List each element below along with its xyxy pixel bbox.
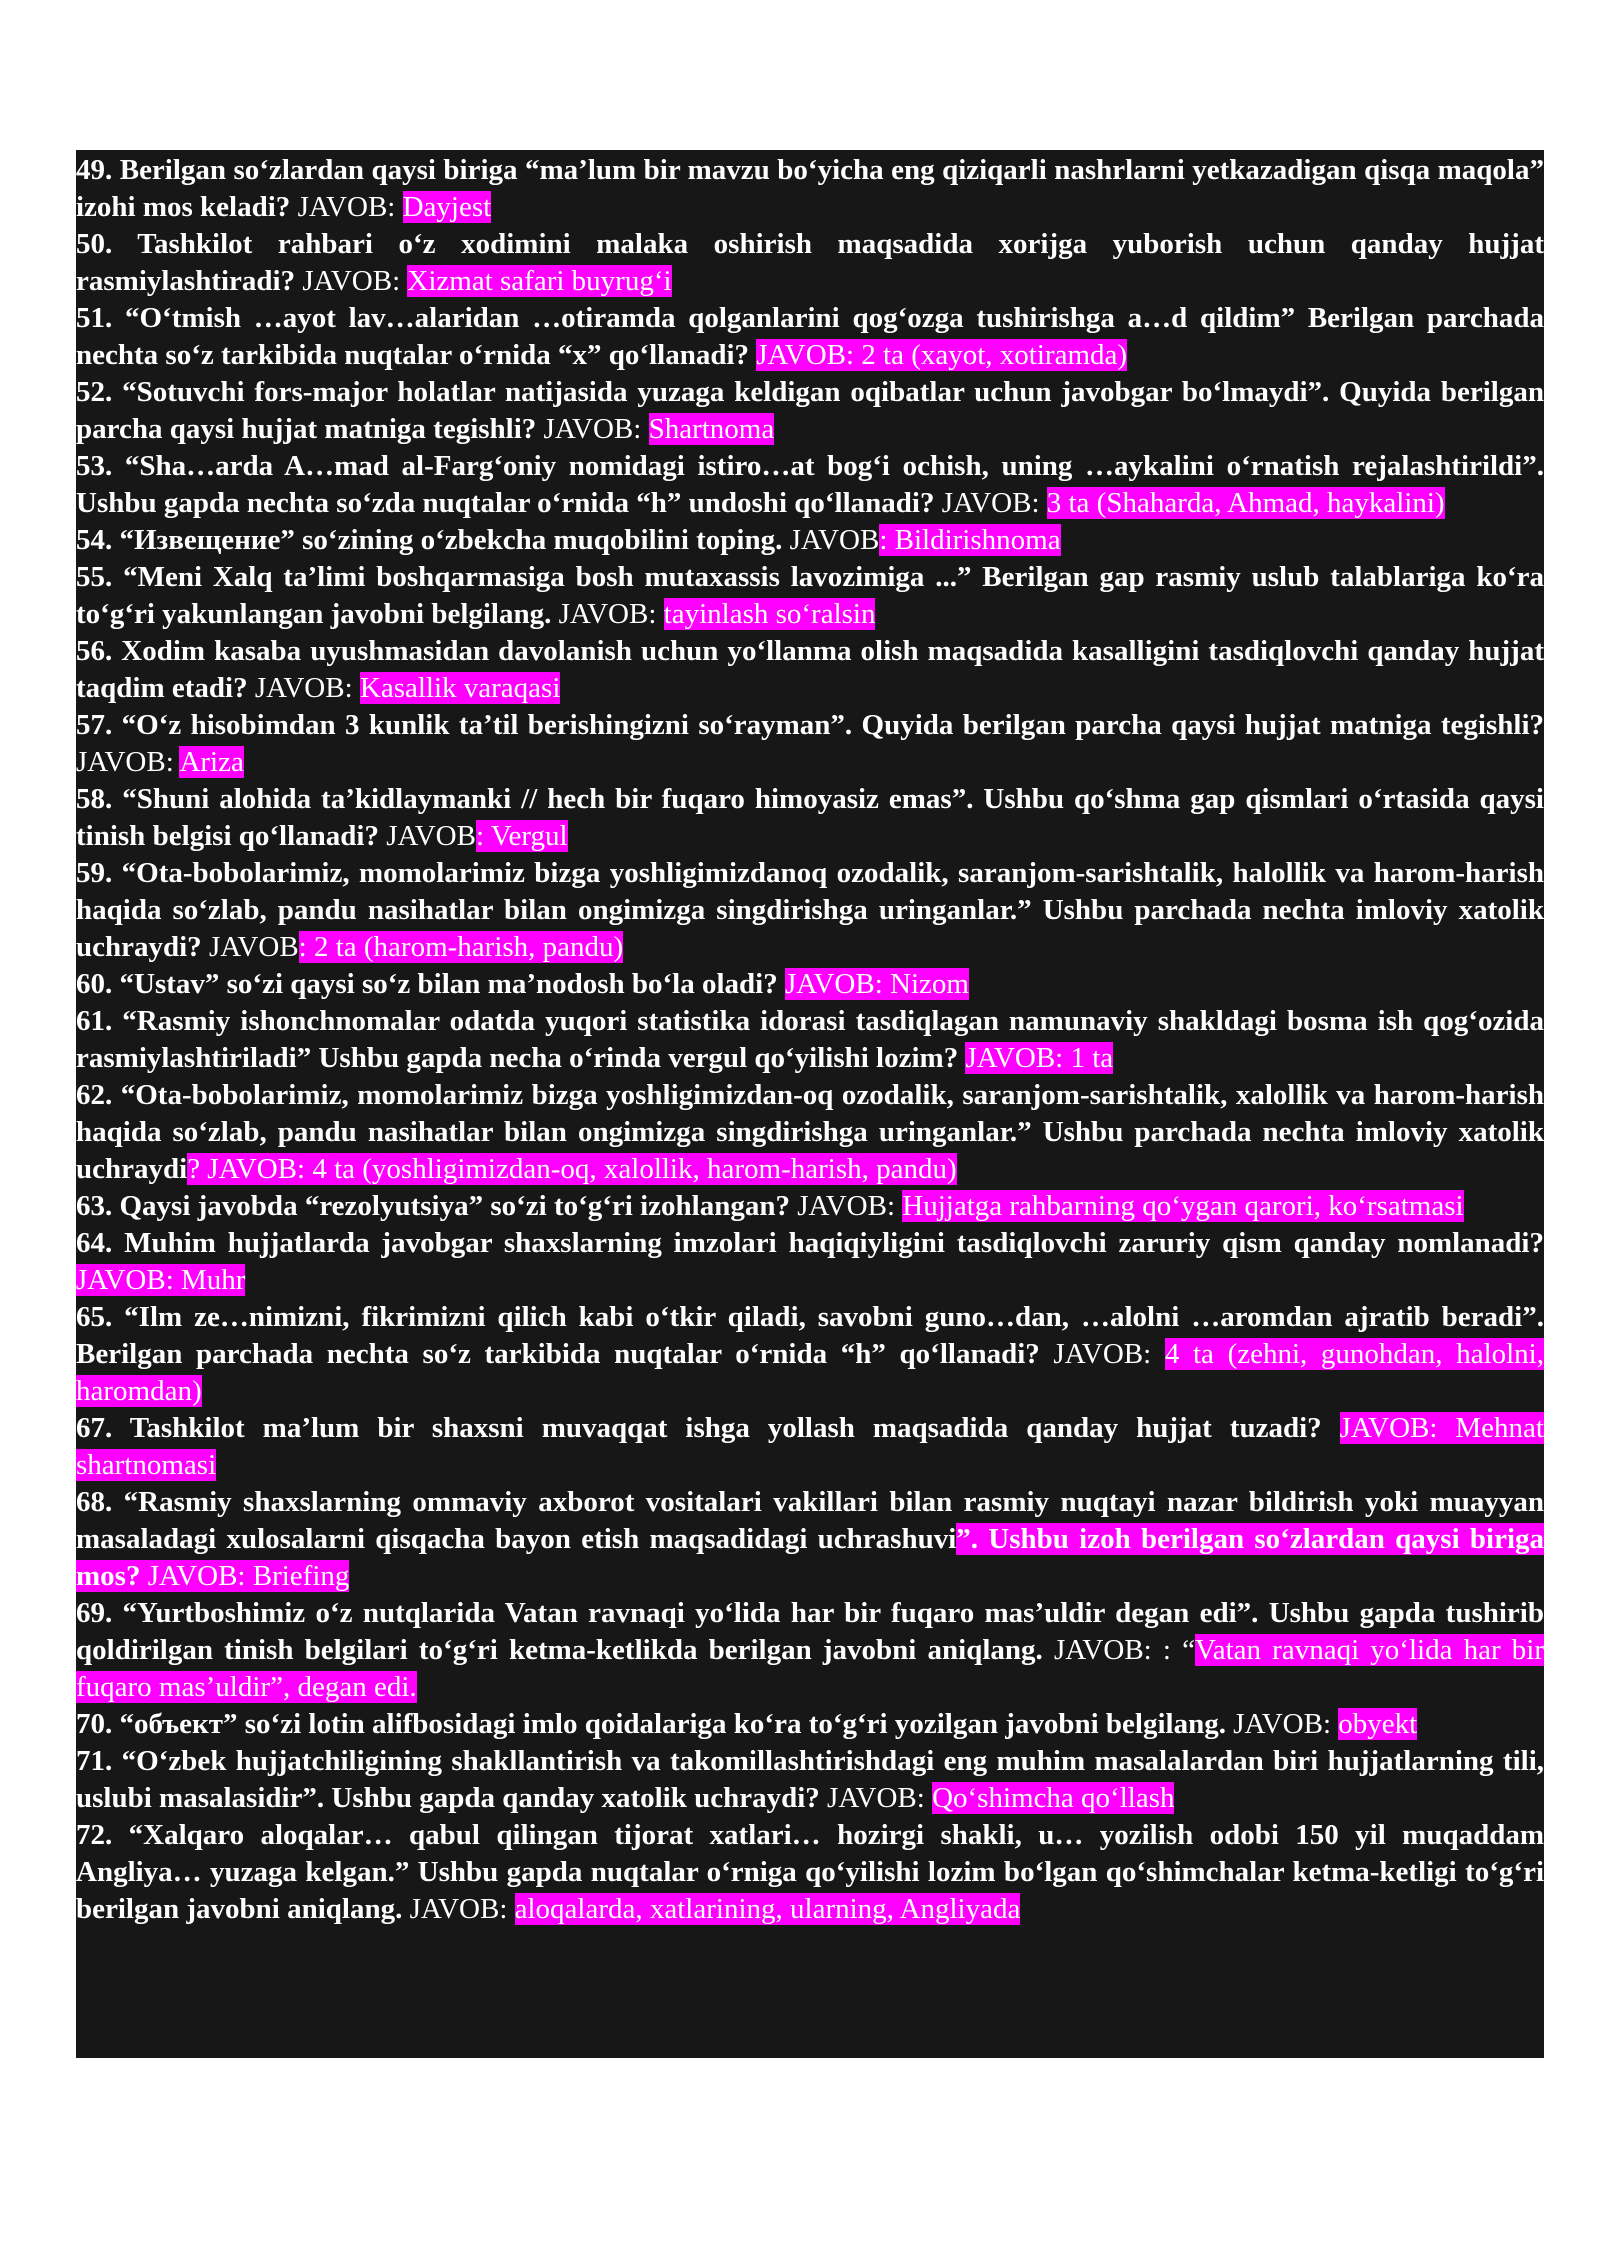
question-item [76,226,1544,300]
question-item [76,633,1544,707]
answer-prefix: JAVOB: [551,598,664,630]
question-item [76,1077,1544,1188]
question-text: 62. “Ota-bobolarimiz, momolarimiz bizga yoshligimizdan-oq ozodalik, saranjom-sarishtalik, xalollik va harom-harish haqida soʻzlab, pandu nasihatlar bilan ongimizga singdirishga uringanlar.” Ushbu parchada nechta imloviy xatolik uchraydi [76,1079,1544,1185]
question-item [76,1706,1544,1743]
answer-prefix: JAVOB: [247,672,360,704]
answer-prefix: JAVOB: [789,1190,903,1222]
question-item [76,559,1544,633]
answer-highlight: JAVOB: 1 ta [965,1042,1114,1074]
answer-highlight: 3 ta (Shaharda, Ahmad, haykalini) [1046,487,1445,519]
highlighted-question-text: ”. Ushbu izoh berilgan soʻzlardan qaysi biriga mos? [76,1523,1545,1592]
answer-highlight: : 2 ta (harom-harish, pandu) [298,931,624,963]
question-item [76,1743,1544,1817]
question-text: 71. “Oʻzbek hujjatchiligining shakllantirish va takomillashtirishdagi eng muhim masalalardan biri hujjatlarning tili, uslubi masalasidir”. Ushbu gapda qanday xatolik uchraydi? [76,1745,1544,1814]
answer-highlight: JAVOB: Briefing [140,1560,350,1592]
question-item [76,781,1544,855]
question-item [76,152,1544,226]
answer-prefix: JAVOB: [536,413,649,445]
question-text: 55. “Meni Xalq taʼlimi boshqarmasiga bosh mutaxassis lavozimiga ...” Berilgan gap rasmiy uslub talablariga koʻra toʻgʻri yakunlangan javobni belgilang. [76,561,1544,630]
answer-highlight: Xizmat safari buyrugʻi [407,265,672,297]
question-item [76,448,1544,522]
answer-prefix [1322,1412,1340,1444]
question-text: 49. Berilgan soʻzlardan qaysi biriga “maʼlum bir mavzu boʻyicha eng qiziqarli nashrlarni yetkazadigan qisqa maqola” izohi mos keladi? [76,154,1544,223]
answer-prefix: JAVOB [782,524,880,556]
question-item [76,1484,1544,1595]
question-item [76,1410,1544,1484]
answer-highlight: JAVOB: 2 ta (xayot, xotiramda) [756,339,1128,371]
question-item [76,707,1544,781]
answer-highlight: JAVOB: Nizom [785,968,969,1000]
answer-highlight: JAVOB: Mehnat shartnomasi [76,1412,1544,1481]
answer-prefix: JAVOB: [1225,1708,1339,1740]
answer-prefix: JAVOB: [76,746,180,778]
question-text: 54. “Извещение” soʻzining oʻzbekcha muqobilini toping. [76,524,783,556]
question-item [76,1188,1544,1225]
question-item [76,855,1544,966]
question-item [76,1299,1544,1410]
answer-highlight: Kasallik varaqasi [359,672,561,704]
answer-highlight: Qoʻshimcha qoʻllash [932,1782,1175,1814]
answer-highlight: 4 ta (zehni, gunohdan, halolni, haromdan) [76,1338,1544,1407]
answer-highlight: : Vergul [475,820,568,852]
question-text: 70. “объект” soʻzi lotin alifbosidagi imlo qoidalariga koʻra toʻgʻri yozilgan javobni belgilang. [76,1708,1226,1740]
question-text: 61. “Rasmiy ishonchnomalar odatda yuqori statistika idorasi tasdiqlagan namunaviy shakldagi bosma ish qogʻozida rasmiylashtiriladi” Ushbu gapda necha oʻrinda vergul qoʻyilishi lozim? [76,1005,1544,1074]
answer-highlight: Shartnoma [648,413,775,445]
question-text: 57. “Oʻz hisobimdan 3 kunlik taʼtil berishingizni soʻrayman”. Quyida berilgan parcha qaysi hujjat matniga tegishli? [76,709,1544,741]
question-text: 63. Qaysi javobda “rezolyutsiya” soʻzi toʻgʻri izohlangan? [76,1190,790,1222]
answer-prefix [778,968,785,1000]
answer-highlight: ? JAVOB: 4 ta (yoshligimizdan-oq, xalollik, harom-harish, pandu) [187,1153,957,1185]
question-text: 56. Xodim kasaba uyushmasidan davolanish uchun yoʻllanma olish maqsadida kasalligini tasdiqlovchi qanday hujjat taqdim etadi? [76,635,1544,704]
question-text: 59. “Ota-bobolarimiz, momolarimiz bizga yoshligimizdanoq ozodalik, saranjom-sarishtalik, halollik va harom-harish haqida soʻzlab, pandu nasihatlar bilan ongimizga singdirishga uringanlar.” Ushbu parchada nechta imloviy xatolik uchraydi? [76,857,1544,963]
question-text: 67. Tashkilot maʼlum bir shaxsni muvaqqat ishga yollash maqsadida qanday hujjat tuzadi? [76,1412,1322,1444]
answer-prefix: JAVOB: [295,265,408,297]
question-item [76,522,1544,559]
answer-prefix: JAVOB: : “ [1042,1634,1195,1666]
question-text: 50. Tashkilot rahbari oʻz xodimini malaka oshirish maqsadida xorijga yuborish uchun qanday hujjat rasmiylashtiradi? [76,228,1544,297]
answer-prefix: JAVOB [379,820,476,852]
question-text: 53. “Sha…arda A…mad al-Fargʻoniy nomidagi istiro…at bogʻi ochish, uning …aykalini oʻrnatish rejalashtirildi”. Ushbu gapda nechta soʻzda nuqtalar oʻrnida “h” undoshi qoʻllanadi? [76,450,1544,519]
question-text: 69. “Yurtboshimiz oʻz nutqlarida Vatan ravnaqi yoʻlida har bir fuqaro masʼuldir degan edi”. Ushbu gapda tushirib qoldirilgan tinish belgilari toʻgʻri ketma-ketlikda berilgan javobni aniqlang. [76,1597,1544,1666]
answer-prefix: JAVOB: [934,487,1047,519]
question-item [76,1003,1544,1077]
answer-highlight: obyekt [1338,1708,1418,1740]
question-item [76,300,1544,374]
question-text: 65. “Ilm ze…nimizni, fikrimizni qilich kabi oʻtkir qiladi, savobni guno…dan, …alolni …aromdan ajratib beradi”. Berilgan parchada nechta soʻz tarkibida nuqtalar oʻrnida “h” qoʻllanadi? [76,1301,1544,1370]
answer-highlight: : Bildirishnoma [879,524,1061,556]
answer-prefix: JAVOB [201,931,299,963]
answer-highlight: Hujjatga rahbarning qoʻygan qarori, koʻrsatmasi [902,1190,1464,1222]
answer-prefix: JAVOB: [402,1893,515,1925]
question-text: 58. “Shuni alohida taʼkidlaymanki // hech bir fuqaro himoyasiz emas”. Ushbu qoʻshma gap qismlari oʻrtasida qaysi tinish belgisi qoʻllanadi? [76,783,1544,852]
question-text: 64. Muhim hujjatlarda javobgar shaxslarning imzolari haqiqiyligini tasdiqlovchi zaruriy qism qanday nomlanadi? [76,1227,1544,1259]
answer-highlight: Dayjest [402,191,492,223]
question-item [76,1595,1544,1706]
question-text: 51. “Oʻtmish …ayot lav…alaridan …otiramda qolganlarini qogʻozga tushirishga a…d qildim” Berilgan parchada nechta soʻz tarkibida nuqtalar oʻrnida “x” qoʻllanadi? [76,302,1544,371]
question-item [76,1225,1544,1299]
question-item [76,1817,1544,1928]
answer-highlight: tayinlash soʻralsin [663,598,876,630]
answer-prefix: JAVOB: [1039,1338,1165,1370]
question-list [76,152,1544,1928]
answer-highlight: aloqalarda, xatlarining, ularning, Angliyada [514,1893,1021,1925]
answer-prefix: JAVOB: [819,1782,933,1814]
question-text: 52. “Sotuvchi fors-major holatlar natijasida yuzaga keldigan oqibatlar uchun javobgar boʻlmaydi”. Quyida berilgan parcha qaysi hujjat matniga tegishli? [76,376,1544,445]
document-text-block [76,150,1544,2058]
answer-highlight: Vatan ravnaqi yoʻlida har bir fuqaro masʼuldir”, degan edi. [76,1634,1545,1703]
question-text: 60. “Ustav” soʻzi qaysi soʻz bilan maʼnodosh boʻla oladi? [76,968,778,1000]
answer-prefix: JAVOB: [290,191,403,223]
question-text: 72. “Xalqaro aloqalar… qabul qilingan tijorat xatlari… hozirgi shakli, u… yozilish odobi 150 yil muqaddam Angliya… yuzaga kelgan.” Ushbu gapda nuqtalar oʻrniga qoʻyilishi lozim boʻlgan qoʻshimchalar ketma-ketligi toʻgʻri berilgan javobni aniqlang. [76,1819,1544,1925]
question-item [76,966,1544,1003]
answer-highlight: JAVOB: Muhr [76,1264,246,1296]
question-item [76,374,1544,448]
answer-highlight: Ariza [179,746,244,778]
question-text: 68. “Rasmiy shaxslarning ommaviy axborot vositalari vakillari bilan rasmiy nuqtayi nazar bildirish yoki muayyan masaladagi xulosalarni qisqacha bayon etish maqsadidagi uchrashuvi [76,1486,1544,1555]
